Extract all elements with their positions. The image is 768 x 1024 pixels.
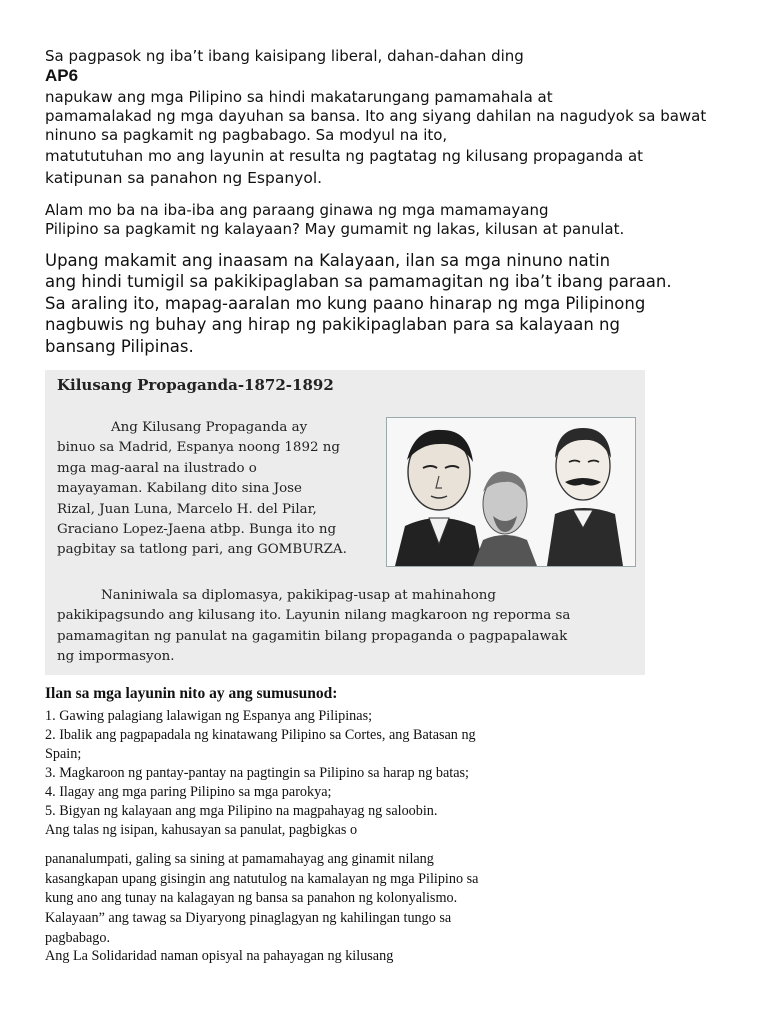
excerpt-p1-line: Graciano Lopez-Jaena atbp. Bunga ito ng [57,522,337,538]
intro-line-6: katipunan sa panahon ng Espanyol. [45,169,323,187]
question-line-1: Alam mo ba na iba-iba ang paraang ginawa ng mga mamamayang [45,201,549,219]
excerpt-p1-line: Rizal, Juan Luna, Marcelo H. del Pilar, [57,501,317,517]
closing-line: kung ano ang tunay na kalagayan ng bansa sa panahon ng kolonyalismo. [45,890,458,906]
intro-line-3: pamamalakad ng mga dayuhan sa bansa. Ito ang siyang dahilan na nagudyok sa bawat [45,107,707,125]
portrait-sketch [387,418,635,566]
goal-item: Ang talas ng isipan, kahusayan sa panulat, pagbigkas o [45,822,358,838]
para3-line-2: ang hindi tumigil sa pakikipaglaban sa pamamagitan ng iba’t ibang paraan. [45,272,672,291]
excerpt-p1-line: pagbitay sa tatlong pari, ang GOMBURZA. [57,542,347,558]
goal-item: 5. Bigyan ng kalayaan ang mga Pilipino na magpahayag ng saloobin. [45,803,438,819]
excerpt-p2-line: Naniniwala sa diplomasya, pakikipag-usap at mahinahong [101,588,496,603]
page-heading: AP6 [45,66,79,85]
goal-item: 1. Gawing palagiang lalawigan ng Espanya ang Pilipinas; [45,708,373,724]
closing-line: pagbabago. [45,930,111,946]
goals-heading: Ilan sa mga layunin nito ay ang sumusunod: [45,685,338,702]
goal-item: 4. Ilagay ang mga paring Pilipino sa mga parokya; [45,784,332,800]
excerpt-p1-line: Ang Kilusang Propaganda ay [111,420,308,435]
closing-line: Kalayaan” ang tawag sa Diyaryong pinaglagyan ng kahilingan tungo sa [45,910,452,926]
excerpt-title: Kilusang Propaganda-1872-1892 [57,376,334,394]
intro-line-1: Sa pagpasok ng iba’t ibang kaisipang liberal, dahan-dahan ding [45,47,524,65]
intro-line-2: napukaw ang mga Pilipino sa hindi makatarungang pamamahala at [45,88,553,106]
para3-line-4: nagbuwis ng buhay ang hirap ng pakikipaglaban para sa kalayaan ng [45,315,620,334]
excerpt-p1-line: binuo sa Madrid, Espanya noong 1892 ng [57,440,340,456]
goal-item: 2. Ibalik ang pagpapadala ng kinatawang Pilipino sa Cortes, ang Batasan ng [45,727,476,743]
intro-line-4: ninuno sa pagkamit ng pagbabago. Sa modyul na ito, [45,126,448,144]
para3-line-3: Sa araling ito, mapag-aaralan mo kung paano hinarap ng mga Pilipinong [45,294,646,313]
closing-line: kasangkapan upang gisingin ang natutulog na kamalayan ng mga Pilipino sa [45,871,479,887]
excerpt-p1-line: mga mag-aaral na ilustrado o [57,460,257,476]
excerpt-paragraph-2 [57,586,637,668]
propagandists-portrait-illustration [386,417,636,567]
excerpt-p2-line: ng impormasyon. [57,649,175,665]
excerpt-p2-line: pamamagitan ng panulat na gagamitin bilang propaganda o pagpapalawak [57,628,568,644]
para3-line-1: Upang makamit ang inaasam na Kalayaan, ilan sa mga ninuno natin [45,251,611,270]
question-line-2: Pilipino sa pagkamit ng kalayaan? May gumamit ng lakas, kilusan at panulat. [45,220,625,238]
goal-item: 3. Magkaroon ng pantay-pantay na pagtingin sa Pilipino sa harap ng batas; [45,765,469,781]
para3-line-5: bansang Pilipinas. [45,337,194,356]
closing-line: pananalumpati, galing sa sining at pamamahayag ang ginamit nilang [45,851,434,867]
closing-line: Ang La Solidaridad naman opisyal na pahayagan ng kilusang [45,948,394,964]
goal-item: Spain; [45,746,82,762]
excerpt-p1-line: mayayaman. Kabilang dito sina Jose [57,481,302,497]
intro-line-5: matututuhan mo ang layunin at resulta ng pagtatag ng kilusang propaganda at [45,147,644,165]
excerpt-paragraph-1 [57,418,370,561]
excerpt-p2-line: pakikipagsundo ang kilusang ito. Layunin nilang magkaroon ng reporma sa [57,608,571,624]
